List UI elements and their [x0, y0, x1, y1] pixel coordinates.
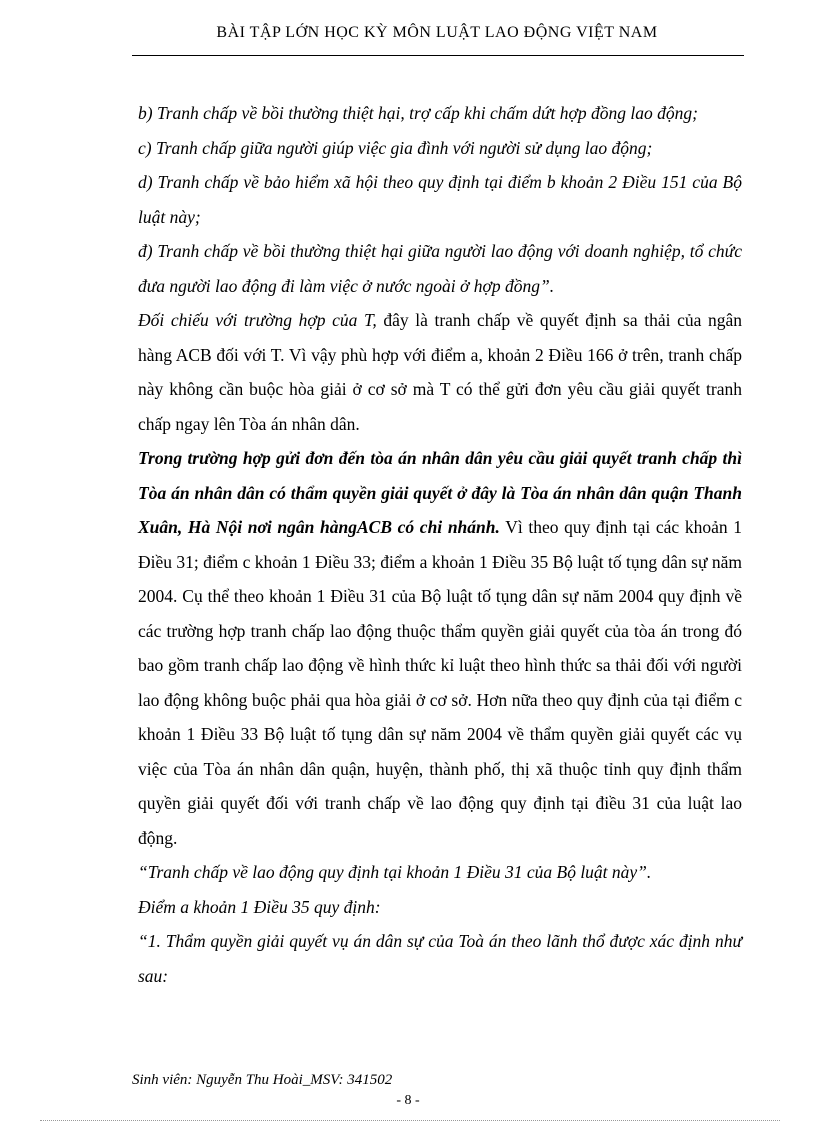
court-jurisdiction-emphasis: Trong trường hợp gửi đơn đến tòa án nhân dân yêu cầu giải quyết tranh chấp thì Tòa án nhân dân có thẩm quyền giải quyết ở đây là Tòa án nhân dân quận Thanh Xuân, Hà Nội nơi ngân hàngACB có chi nhánh.: [138, 448, 742, 537]
court-jurisdiction-body: Vì theo quy định tại các khoản 1 Điều 31; điểm c khoản 1 Điều 33; điểm a khoản 1 Điều 35 Bộ luật tố tụng dân sự năm 2004. Cụ thể theo khoản 1 Điều 31 của Bộ luật tố tụng dân sự năm 2004 quy định về các trường hợp tranh chấp lao động thuộc thẩm quyền giải quyết của tòa án trong đó bao gồm tranh chấp lao động về hình thức kỉ luật theo hình thức sa thải đối với người lao động không buộc phải qua hòa giải ở cơ sở. Hơn nữa theo quy định của tại điểm c khoản 1 Điều 33 Bộ luật tố tụng dân sự năm 2004 về thẩm quyền giải quyết các vụ việc của Tòa án nhân dân quận, huyện, thành phố, thị xã thuộc tỉnh quy định thẩm quyền giải quyết đối với tranh chấp về lao động quy định tại điều 31 của luật lao động.: [138, 517, 742, 848]
paragraph-article-35-intro: Điểm a khoản 1 Điều 35 quy định:: [138, 896, 381, 917]
paragraph-item-d: d) Tranh chấp về bảo hiểm xã hội theo quy định tại điểm b khoản 2 Điều 151 của Bộ luật này;: [138, 172, 742, 227]
paragraph-article-35-quote: “1. Thẩm quyền giải quyết vụ án dân sự của Toà án theo lãnh thổ được xác định như sau:: [138, 931, 742, 986]
header-divider: [132, 55, 744, 56]
comparison-intro: Đối chiếu với trường hợp của T,: [138, 310, 377, 330]
paragraph-item-c: c) Tranh chấp giữa người giúp việc gia đình với người sử dụng lao động;: [138, 137, 653, 158]
paragraph-quote-article-31: “Tranh chấp về lao động quy định tại khoản 1 Điều 31 của Bộ luật này”.: [138, 862, 652, 882]
page-number: - 8 -: [396, 1093, 420, 1108]
page-bottom-border: [40, 1120, 780, 1121]
comparison-body: đây là tranh chấp về quyết định sa thải của ngân hàng ACB đối với T. Vì vậy phù hợp với điểm a, khoản 2 Điều 166 ở trên, tranh chấp này không cần buộc hòa giải ở cơ sở mà T có thể gửi đơn yêu cầu giải quyết tranh chấp ngay lên Tòa án nhân dân.: [138, 310, 742, 434]
page-header-title: BÀI TẬP LỚN HỌC KỲ MÔN LUẬT LAO ĐỘNG VIỆT NAM: [216, 24, 658, 41]
paragraph-item-dd: đ) Tranh chấp về bồi thường thiệt hại giữa người lao động với doanh nghiệp, tổ chức đưa người lao động đi làm việc ở nước ngoài ở hợp đồng”.: [138, 241, 742, 296]
paragraph-item-b: b) Tranh chấp về bồi thường thiệt hại, trợ cấp khi chấm dứt hợp đồng lao động;: [138, 103, 698, 123]
document-body: [138, 96, 742, 993]
paragraph-court-jurisdiction: [138, 441, 742, 855]
paragraph-comparison: [138, 303, 742, 441]
footer-student-info: Sinh viên: Nguyễn Thu Hoài_MSV: 341502: [132, 1072, 393, 1088]
